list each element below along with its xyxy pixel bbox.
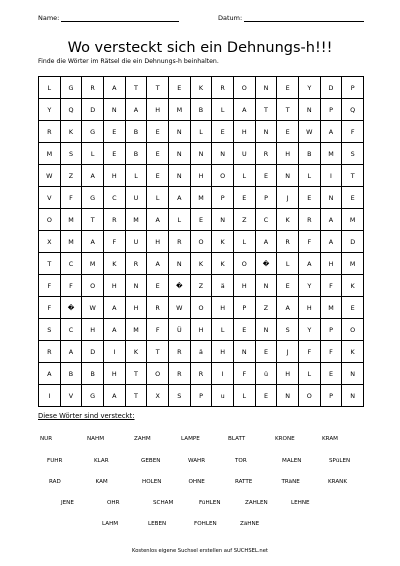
grid-cell[interactable]: L — [299, 165, 321, 187]
grid-cell[interactable]: S — [277, 319, 299, 341]
grid-cell[interactable]: V — [39, 187, 61, 209]
grid-cell[interactable]: F — [104, 231, 126, 253]
grid-cell[interactable]: D — [321, 77, 343, 99]
grid-cell[interactable]: G — [82, 121, 104, 143]
word-item: SCHAM — [153, 500, 174, 506]
grid-cell[interactable]: X — [147, 385, 169, 407]
word-item: FüHLEN — [199, 500, 221, 506]
grid-cell[interactable]: P — [321, 385, 343, 407]
grid-cell[interactable]: N — [277, 385, 299, 407]
grid-cell[interactable]: P — [321, 99, 343, 121]
grid-cell[interactable]: A — [61, 341, 83, 363]
grid-cell[interactable]: F — [321, 341, 343, 363]
grid-cell[interactable]: K — [191, 253, 213, 275]
word-item: KLAR — [94, 458, 109, 464]
header-row — [38, 14, 372, 26]
grid-cell[interactable]: T — [82, 209, 104, 231]
grid-cell[interactable]: A — [82, 231, 104, 253]
grid-cell[interactable]: E — [104, 143, 126, 165]
grid-cell[interactable]: N — [169, 143, 191, 165]
grid-cell[interactable]: K — [104, 253, 126, 275]
grid-cell[interactable]: A — [321, 121, 343, 143]
grid-cell[interactable]: O — [342, 319, 364, 341]
grid-cell[interactable]: E — [256, 165, 278, 187]
word-item: KRONE — [275, 436, 295, 442]
grid-cell[interactable]: R — [82, 77, 104, 99]
grid-cell[interactable]: M — [191, 187, 213, 209]
grid-cell[interactable]: R — [277, 231, 299, 253]
words-heading: Diese Wörter sind versteckt: — [38, 412, 135, 420]
grid-cell[interactable]: O — [212, 165, 234, 187]
grid-cell[interactable]: B — [126, 143, 148, 165]
grid-cell[interactable]: W — [39, 165, 61, 187]
grid-cell[interactable]: E — [234, 319, 256, 341]
grid-cell[interactable]: F — [61, 275, 83, 297]
grid-cell[interactable]: H — [104, 165, 126, 187]
word-item: RAD — [49, 479, 61, 485]
grid-cell[interactable]: M — [61, 209, 83, 231]
grid-cell[interactable]: H — [147, 231, 169, 253]
word-item: HOLEN — [142, 479, 162, 485]
grid-cell[interactable]: T — [147, 77, 169, 99]
word-item: LAMPE — [181, 436, 200, 442]
grid-cell[interactable]: C — [61, 253, 83, 275]
grid-cell[interactable]: H — [191, 165, 213, 187]
grid-cell[interactable]: G — [82, 187, 104, 209]
grid-cell[interactable]: N — [212, 209, 234, 231]
grid-cell[interactable]: � — [169, 275, 191, 297]
grid-cell[interactable]: E — [169, 77, 191, 99]
grid-cell[interactable]: N — [169, 165, 191, 187]
grid-cell[interactable]: W — [169, 297, 191, 319]
grid-cell[interactable]: Y — [299, 77, 321, 99]
word-item: NAHM — [87, 436, 105, 442]
grid-cell[interactable]: R — [169, 231, 191, 253]
grid-cell[interactable]: E — [256, 341, 278, 363]
grid-cell[interactable]: T — [147, 341, 169, 363]
grid-cell[interactable]: E — [299, 187, 321, 209]
grid-cell[interactable]: H — [82, 319, 104, 341]
grid-cell[interactable]: N — [212, 143, 234, 165]
grid-cell[interactable]: A — [104, 297, 126, 319]
name-line[interactable] — [61, 14, 179, 22]
grid-cell[interactable]: U — [126, 187, 148, 209]
grid-cell[interactable]: L — [277, 253, 299, 275]
grid-cell[interactable]: H — [277, 363, 299, 385]
grid-cell[interactable]: N — [191, 143, 213, 165]
grid-cell[interactable]: A — [277, 297, 299, 319]
grid-cell[interactable]: M — [61, 231, 83, 253]
word-item: GEBEN — [141, 458, 161, 464]
word-item: MALEN — [282, 458, 302, 464]
grid-cell[interactable]: N — [256, 121, 278, 143]
grid-cell[interactable]: N — [256, 77, 278, 99]
grid-cell[interactable]: H — [299, 297, 321, 319]
grid-cell[interactable]: F — [299, 341, 321, 363]
word-item: LAHM — [102, 521, 119, 527]
grid-cell[interactable]: P — [256, 187, 278, 209]
grid-cell[interactable]: T — [39, 253, 61, 275]
grid-cell[interactable]: A — [147, 209, 169, 231]
grid-cell[interactable]: D — [342, 231, 364, 253]
grid-cell[interactable]: Q — [61, 99, 83, 121]
grid-cell[interactable]: R — [191, 363, 213, 385]
grid-cell[interactable]: Y — [39, 99, 61, 121]
grid-cell[interactable]: J — [277, 187, 299, 209]
grid-cell[interactable]: E — [147, 121, 169, 143]
grid-cell[interactable]: Z — [234, 209, 256, 231]
word-item: TOR — [235, 458, 247, 464]
grid-cell[interactable]: I — [39, 385, 61, 407]
grid-cell[interactable]: Z — [191, 275, 213, 297]
grid-cell[interactable]: L — [234, 231, 256, 253]
grid-cell[interactable]: Ü — [169, 319, 191, 341]
grid-cell[interactable]: I — [104, 341, 126, 363]
grid-cell[interactable]: F — [61, 187, 83, 209]
grid-cell[interactable]: O — [234, 77, 256, 99]
grid-cell[interactable]: M — [82, 253, 104, 275]
grid-cell[interactable]: R — [169, 363, 191, 385]
grid-cell[interactable]: K — [342, 275, 364, 297]
grid-cell[interactable]: F — [299, 231, 321, 253]
grid-cell[interactable]: ä — [212, 275, 234, 297]
grid-cell[interactable]: E — [342, 187, 364, 209]
grid-cell[interactable]: I — [212, 363, 234, 385]
grid-cell[interactable]: E — [147, 275, 169, 297]
word-item: RATTE — [235, 479, 253, 485]
grid-cell[interactable]: A — [169, 187, 191, 209]
word-item: KRAM — [322, 436, 338, 442]
grid-cell[interactable]: H — [321, 253, 343, 275]
grid-cell[interactable]: B — [61, 363, 83, 385]
grid-cell[interactable]: A — [256, 231, 278, 253]
grid-cell[interactable]: E — [277, 275, 299, 297]
grid-cell[interactable]: R — [147, 297, 169, 319]
grid-cell[interactable]: L — [212, 99, 234, 121]
word-item: SPüLEN — [329, 458, 351, 464]
instruction-text: Finde die Wörter im Rätsel die ein Dehnungs-h beinhalten. — [38, 58, 219, 65]
word-item: KRANK — [328, 479, 348, 485]
grid-cell[interactable]: L — [212, 319, 234, 341]
grid-cell[interactable]: P — [191, 385, 213, 407]
grid-cell[interactable]: L — [126, 165, 148, 187]
grid-cell[interactable]: B — [191, 99, 213, 121]
grid-cell[interactable]: H — [147, 99, 169, 121]
grid-cell[interactable]: L — [169, 209, 191, 231]
word-item: FUHR — [47, 458, 63, 464]
grid-cell[interactable]: T — [342, 165, 364, 187]
grid-cell[interactable]: R — [212, 77, 234, 99]
word-item: JENE — [61, 500, 74, 506]
grid-cell[interactable]: F — [39, 275, 61, 297]
grid-cell[interactable]: B — [82, 363, 104, 385]
grid-cell[interactable]: N — [277, 165, 299, 187]
grid-cell[interactable]: D — [82, 99, 104, 121]
grid-cell[interactable]: E — [277, 77, 299, 99]
grid-cell[interactable]: M — [342, 253, 364, 275]
grid-cell[interactable]: G — [82, 385, 104, 407]
grid-cell[interactable]: R — [169, 341, 191, 363]
grid-cell[interactable]: � — [61, 297, 83, 319]
grid-cell[interactable]: K — [212, 231, 234, 253]
name-label: Name: — [38, 14, 60, 22]
date-label: Datum: — [218, 14, 243, 22]
puzzle-grid — [38, 76, 364, 407]
word-item: BLATT — [228, 436, 246, 442]
grid-cell[interactable]: P — [342, 77, 364, 99]
grid-cell[interactable]: K — [126, 341, 148, 363]
grid-cell[interactable]: N — [342, 363, 364, 385]
grid-cell[interactable]: A — [82, 165, 104, 187]
grid-cell[interactable]: M — [342, 209, 364, 231]
grid-cell[interactable]: M — [126, 209, 148, 231]
word-item: ZAHM — [134, 436, 151, 442]
grid-cell[interactable]: T — [277, 99, 299, 121]
grid-cell[interactable]: O — [147, 363, 169, 385]
word-item: OHNE — [188, 479, 205, 485]
grid-cell[interactable]: E — [104, 121, 126, 143]
grid-cell[interactable]: A — [321, 231, 343, 253]
grid-cell[interactable]: E — [277, 121, 299, 143]
grid-cell[interactable]: N — [234, 341, 256, 363]
grid-cell[interactable]: E — [147, 143, 169, 165]
word-item: ZAHLEN — [245, 500, 268, 506]
grid-cell[interactable]: C — [104, 187, 126, 209]
grid-cell[interactable]: O — [191, 297, 213, 319]
grid-cell[interactable]: P — [234, 297, 256, 319]
grid-cell[interactable]: S — [342, 143, 364, 165]
grid-cell[interactable]: T — [126, 385, 148, 407]
grid-cell[interactable]: X — [39, 231, 61, 253]
word-item: FOHLEN — [194, 521, 217, 527]
grid-cell[interactable]: R — [256, 143, 278, 165]
grid-cell[interactable]: H — [234, 121, 256, 143]
grid-cell[interactable]: N — [256, 275, 278, 297]
grid-cell[interactable]: D — [82, 341, 104, 363]
date-field[interactable] — [218, 14, 364, 22]
grid-cell[interactable]: L — [147, 187, 169, 209]
grid-cell[interactable]: Q — [342, 99, 364, 121]
grid-cell[interactable]: B — [126, 121, 148, 143]
grid-cell[interactable]: L — [299, 363, 321, 385]
word-item: WAHR — [188, 458, 206, 464]
grid-cell[interactable]: W — [299, 121, 321, 143]
grid-cell[interactable]: A — [104, 77, 126, 99]
grid-cell[interactable]: F — [147, 319, 169, 341]
grid-cell[interactable]: H — [104, 363, 126, 385]
grid-cell[interactable]: E — [321, 363, 343, 385]
grid-cell[interactable]: M — [126, 319, 148, 341]
grid-cell[interactable]: L — [191, 121, 213, 143]
grid-cell[interactable]: Y — [299, 275, 321, 297]
grid-cell[interactable]: N — [256, 319, 278, 341]
grid-cell[interactable]: R — [39, 121, 61, 143]
grid-cell[interactable]: Z — [256, 297, 278, 319]
grid-cell[interactable]: O — [299, 385, 321, 407]
grid-cell[interactable]: ä — [191, 341, 213, 363]
grid-cell[interactable]: I — [321, 165, 343, 187]
word-item: LEBEN — [148, 521, 167, 527]
grid-cell[interactable]: T — [126, 363, 148, 385]
grid-cell[interactable]: P — [321, 319, 343, 341]
grid-cell[interactable]: F — [321, 275, 343, 297]
grid-cell[interactable]: Z — [61, 165, 83, 187]
grid-cell[interactable]: H — [191, 319, 213, 341]
grid-cell[interactable]: T — [256, 99, 278, 121]
grid-cell[interactable]: T — [126, 77, 148, 99]
grid-cell[interactable]: N — [104, 99, 126, 121]
grid-cell[interactable]: E — [147, 165, 169, 187]
grid-cell[interactable]: S — [39, 319, 61, 341]
grid-cell[interactable]: E — [234, 187, 256, 209]
grid-cell[interactable]: M — [169, 99, 191, 121]
grid-cell[interactable]: S — [61, 143, 83, 165]
grid-cell[interactable]: H — [212, 341, 234, 363]
grid-cell[interactable]: H — [104, 275, 126, 297]
grid-cell[interactable]: K — [191, 77, 213, 99]
grid-cell[interactable]: N — [299, 99, 321, 121]
grid-cell[interactable]: L — [234, 385, 256, 407]
grid-cell[interactable]: U — [234, 143, 256, 165]
grid-cell[interactable]: W — [82, 297, 104, 319]
grid-cell[interactable]: A — [321, 209, 343, 231]
grid-cell[interactable]: Y — [299, 319, 321, 341]
grid-cell[interactable]: O — [82, 275, 104, 297]
grid-cell[interactable]: ü — [256, 363, 278, 385]
grid-cell[interactable]: A — [39, 363, 61, 385]
name-field[interactable] — [38, 14, 179, 22]
grid-cell[interactable]: K — [342, 341, 364, 363]
grid-cell[interactable]: N — [321, 187, 343, 209]
grid-cell[interactable]: N — [169, 253, 191, 275]
grid-cell[interactable]: F — [342, 121, 364, 143]
grid-cell[interactable]: H — [234, 275, 256, 297]
grid-cell[interactable]: A — [126, 99, 148, 121]
grid-cell[interactable]: L — [234, 165, 256, 187]
grid-cell[interactable]: A — [104, 385, 126, 407]
grid-cell[interactable]: R — [39, 341, 61, 363]
grid-cell[interactable]: R — [299, 209, 321, 231]
grid-cell[interactable]: E — [212, 121, 234, 143]
grid-cell[interactable]: � — [256, 253, 278, 275]
grid-cell[interactable]: A — [299, 253, 321, 275]
word-item: OHR — [107, 500, 120, 506]
grid-cell[interactable]: H — [126, 297, 148, 319]
grid-cell[interactable]: B — [299, 143, 321, 165]
grid-cell[interactable]: H — [212, 297, 234, 319]
grid-cell[interactable]: H — [277, 143, 299, 165]
grid-cell[interactable]: P — [212, 187, 234, 209]
grid-cell[interactable]: U — [126, 231, 148, 253]
word-item: KAM — [95, 479, 108, 485]
grid-cell[interactable]: M — [39, 143, 61, 165]
grid-cell[interactable]: O — [39, 209, 61, 231]
grid-cell[interactable]: E — [342, 297, 364, 319]
grid-cell[interactable]: G — [61, 77, 83, 99]
grid-cell[interactable]: E — [256, 385, 278, 407]
grid-cell[interactable]: N — [342, 385, 364, 407]
grid-cell[interactable]: C — [256, 209, 278, 231]
grid-cell[interactable]: N — [126, 275, 148, 297]
grid-cell[interactable]: V — [61, 385, 83, 407]
grid-cell[interactable]: R — [126, 253, 148, 275]
grid-cell[interactable]: F — [39, 297, 61, 319]
grid-cell[interactable]: S — [169, 385, 191, 407]
date-line[interactable] — [244, 14, 364, 22]
grid-cell[interactable]: A — [104, 319, 126, 341]
grid-cell[interactable]: L — [39, 77, 61, 99]
grid-cell[interactable]: M — [321, 297, 343, 319]
word-item: NUR — [40, 436, 53, 442]
grid-cell[interactable]: O — [234, 253, 256, 275]
grid-cell[interactable]: L — [82, 143, 104, 165]
footer-text: Kostenlos eigene Suchsel erstellen auf SUCHSEL.net — [132, 548, 268, 554]
grid-cell[interactable]: C — [61, 319, 83, 341]
grid-cell[interactable]: A — [234, 99, 256, 121]
grid-cell[interactable]: K — [212, 253, 234, 275]
grid-cell[interactable]: A — [147, 253, 169, 275]
grid-cell[interactable]: M — [321, 143, 343, 165]
grid-cell[interactable]: K — [61, 121, 83, 143]
word-item: LEHNE — [291, 500, 310, 506]
grid-cell[interactable]: E — [191, 209, 213, 231]
grid-cell[interactable]: J — [277, 341, 299, 363]
grid-cell[interactable]: R — [104, 209, 126, 231]
word-item: TRäNE — [281, 479, 300, 485]
grid-cell[interactable]: K — [277, 209, 299, 231]
page-title: Wo versteckt sich ein Dehnungs-h!!! — [67, 40, 333, 56]
grid-cell[interactable]: u — [212, 385, 234, 407]
word-item: ZäHNE — [240, 521, 260, 527]
grid-cell[interactable]: O — [191, 231, 213, 253]
grid-cell[interactable]: N — [169, 121, 191, 143]
grid-cell[interactable]: F — [234, 363, 256, 385]
